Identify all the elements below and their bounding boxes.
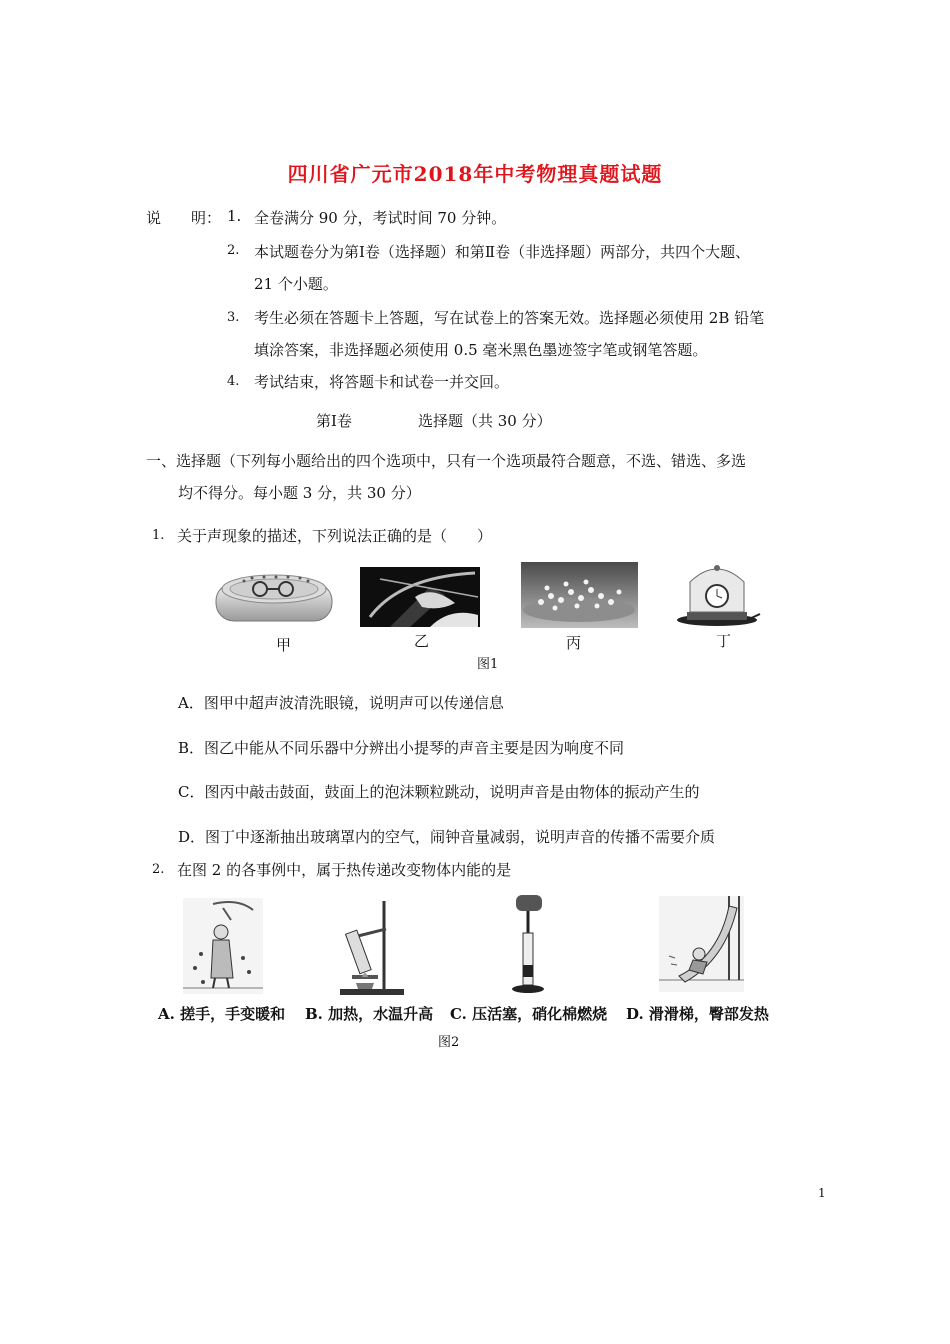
q2-option-d: D. 滑滑梯，臀部发热 [626,1005,769,1023]
instruction-4-text: 考试结束，将答题卡和试卷一并交回。 [254,373,510,391]
q1-option-d: D．图丁中逐渐抽出玻璃罩内的空气，闹钟音量减弱，说明声音的传播不需要介质 [178,828,716,846]
fig1-label-bing: 丙 [566,634,582,652]
air-compression-image [508,895,548,995]
q1-stem: 关于声现象的描述，下列说法正确的是（ ） [177,527,493,545]
fig2-caption: 图2 [438,1035,460,1050]
part1-subtitle: 选择题（共 30 分） [418,412,552,430]
instruction-2-num: 2. [227,243,240,258]
q2-option-c: C. 压活塞，硝化棉燃烧 [450,1005,608,1023]
instructions-label-b: 明： [191,209,222,227]
drum-foam-image [521,562,638,628]
slide-image [659,896,744,992]
ultrasonic-cleaner-image [214,565,334,625]
q1-option-a: A．图甲中超声波清洗眼镜，说明声可以传递信息 [178,694,504,712]
q1-option-b: B．图乙中能从不同乐器中分辨出小提琴的声音主要是因为响度不同 [178,739,625,757]
section1-heading-cont: 均不得分。每小题 3 分，共 30 分） [178,484,421,502]
heating-water-image [338,901,408,997]
instruction-3-num: 3. [227,310,240,325]
instruction-2-text-cont: 21 个小题。 [254,275,338,293]
violin-image [360,567,480,627]
instructions-label-a: 说 [146,209,162,227]
instruction-4-num: 4. [227,374,240,389]
instruction-3-text-cont: 填涂答案，非选择题必须使用 0.5 毫米黑色墨迹签字笔或钢笔答题。 [254,341,708,359]
section1-heading: 一、选择题（下列每小题给出的四个选项中，只有一个选项最符合题意，不选、错选、多选 [146,452,747,470]
fig1-caption: 图1 [477,657,499,672]
rubbing-hands-image [183,898,263,994]
instruction-2-text: 本试题卷分为第Ⅰ卷（选择题）和第Ⅱ卷（非选择题）两部分，共四个大题、 [254,243,751,261]
q2-option-b: B. 加热，水温升高 [305,1005,434,1023]
bell-jar-clock-image [672,560,762,628]
q2-stem: 在图 2 的各事例中，属于热传递改变物体内能的是 [177,861,512,879]
fig1-label-jia: 甲 [276,636,292,654]
page-title: 四川省广元市2018年中考物理真题试题 [287,162,663,186]
fig1-label-yi: 乙 [414,632,430,650]
q2-option-a: A. 搓手，手变暖和 [158,1005,286,1023]
part1-label: 第Ⅰ卷 [316,412,352,430]
instruction-1-num: 1. [227,207,242,225]
q1-number: 1. [152,528,165,543]
instruction-3-text: 考生必须在答题卡上答题，写在试卷上的答案无效。选择题必须使用 2B 铅笔 [254,309,765,327]
q2-number: 2. [152,862,165,877]
q1-option-c: C．图丙中敲击鼓面，鼓面上的泡沫颗粒跳动，说明声音是由物体的振动产生的 [178,783,700,801]
page-number: 1 [818,1186,826,1200]
fig1-label-ding: 丁 [716,632,732,650]
instruction-1-text: 全卷满分 90 分，考试时间 70 分钟。 [254,209,507,227]
